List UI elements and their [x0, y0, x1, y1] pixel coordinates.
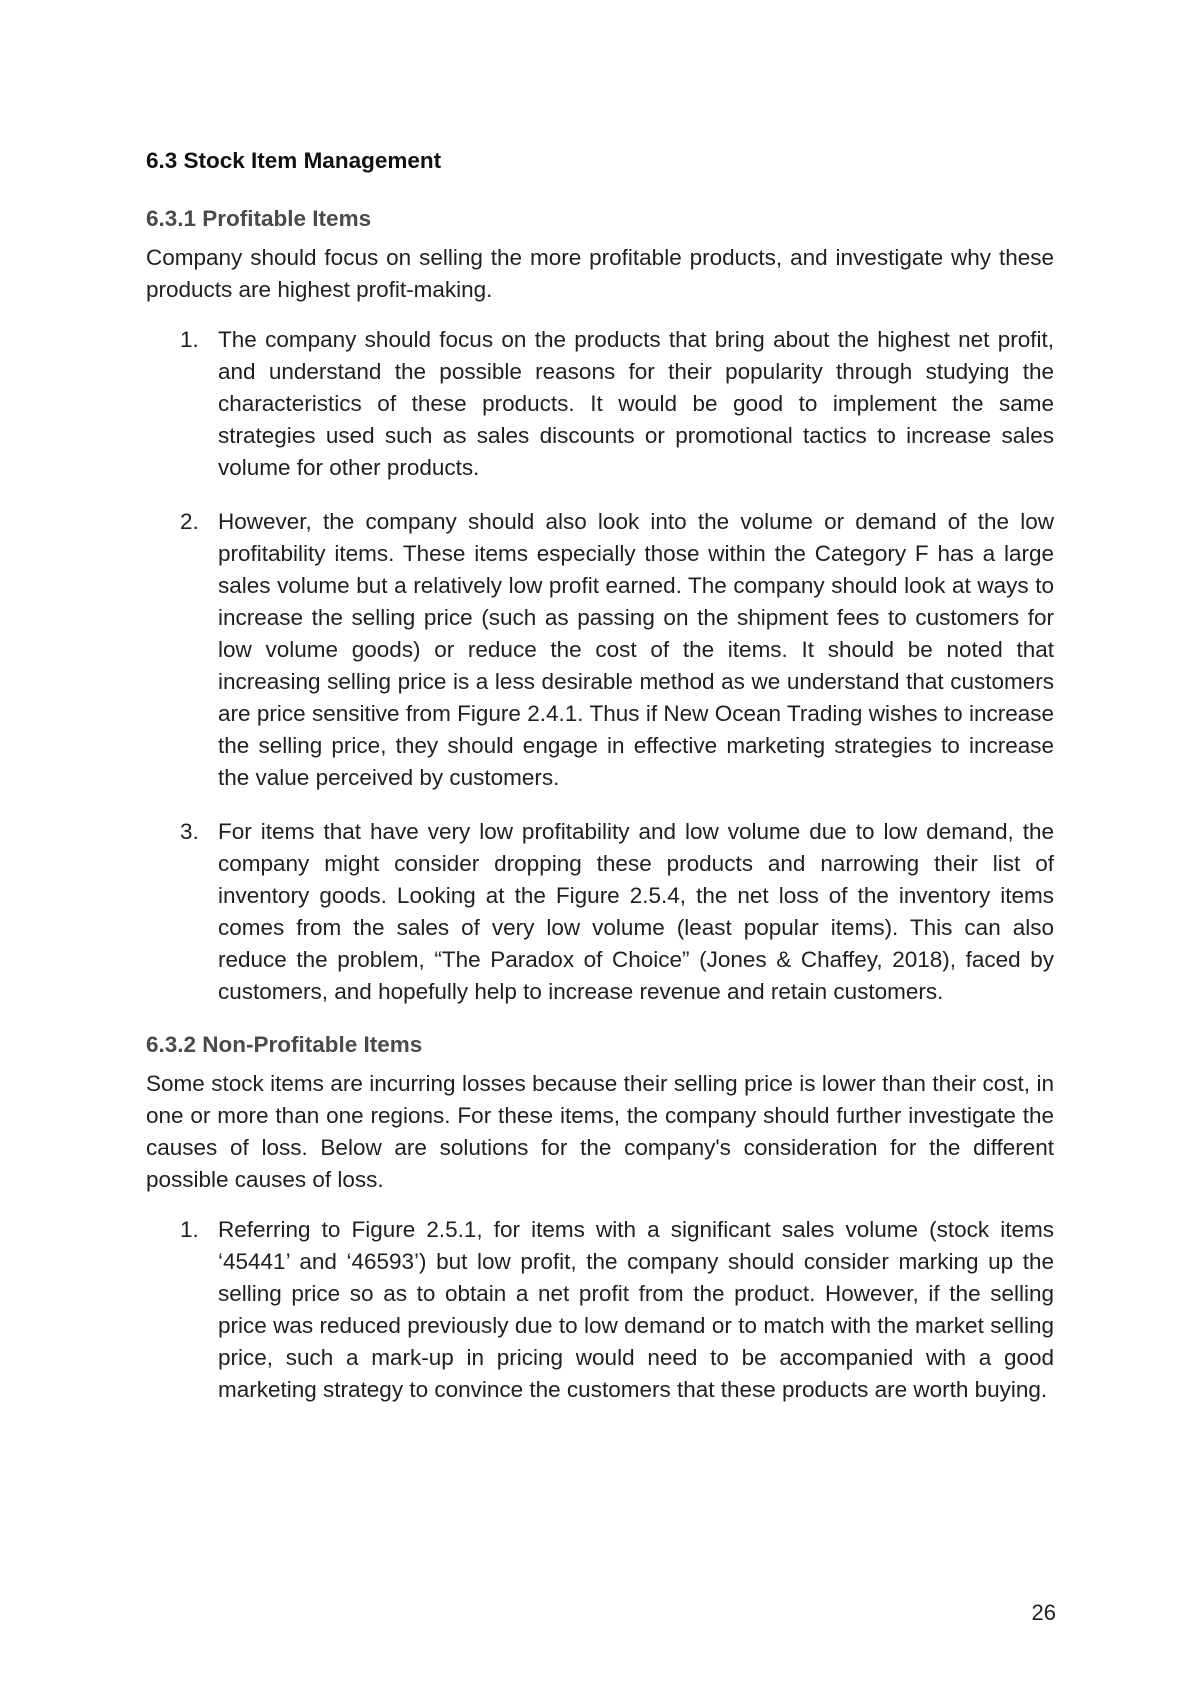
- list-item: [180, 506, 1054, 794]
- list-item-text: Referring to Figure 2.5.1, for items with a significant sales volume (stock items ‘45441’ and ‘46593’) but low profit, the company should consider marking up the selling price so as to obtain a net profit from the product. However, if the selling price was reduced previously due to low demand or to match with the market selling price, such a mark-up in pricing would need to be accompanied with a good marketing strategy to convince the customers that these products are worth buying.: [218, 1217, 1054, 1402]
- list-item: [180, 324, 1054, 484]
- page-number: 26: [1031, 1600, 1056, 1625]
- list-item-number: 1.: [180, 327, 199, 352]
- profitable-items-intro: Company should focus on selling the more profitable products, and investigate why these products are highest profit-making.: [146, 245, 1054, 302]
- list-item-number: 2.: [180, 509, 199, 534]
- list-item-text: However, the company should also look into the volume or demand of the low profitability items. These items especially those within the Category F has a large sales volume but a relatively low profit earned. The company should look at ways to increase the selling price (such as passing on the shipment fees to customers for low volume goods) or reduce the cost of the items. It should be noted that increasing selling price is a less desirable method as we understand that customers are price sensitive from Figure 2.4.1. Thus if New Ocean Trading wishes to increase the selling price, they should engage in effective marketing strategies to increase the value perceived by customers.: [218, 509, 1054, 790]
- list-item-text: For items that have very low profitability and low volume due to low demand, the company might consider dropping these products and narrowing their list of inventory goods. Looking at the Figure 2.5.4, the net loss of the inventory items comes from the sales of very low volume (least popular items). This can also reduce the problem, “The Paradox of Choice” (Jones & Chaffey, 2018), faced by customers, and hopefully help to increase revenue and retain customers.: [218, 819, 1054, 1004]
- non-profitable-items-list: [146, 1214, 1054, 1406]
- list-item: [180, 816, 1054, 1008]
- non-profitable-items-intro: Some stock items are incurring losses because their selling price is lower than their cost, in one or more than one regions. For these items, the company should further investigate the causes of loss. Below are solutions for the company's consideration for the different possible causes of loss.: [146, 1071, 1054, 1192]
- document-page: [146, 146, 1054, 1428]
- list-item-number: 3.: [180, 819, 199, 844]
- non-profitable-items-heading: 6.3.2 Non-Profitable Items: [146, 1032, 423, 1057]
- list-item-text: The company should focus on the products that bring about the highest net profit, and understand the possible reasons for their popularity through studying the characteristics of these products. It would be good to implement the same strategies used such as sales discounts or promotional tactics to increase sales volume for other products.: [218, 327, 1054, 480]
- list-item-number: 1.: [180, 1217, 199, 1242]
- list-item: [180, 1214, 1054, 1406]
- profitable-items-heading: 6.3.1 Profitable Items: [146, 206, 372, 231]
- section-title: 6.3 Stock Item Management: [146, 148, 442, 173]
- profitable-items-list: [146, 324, 1054, 1008]
